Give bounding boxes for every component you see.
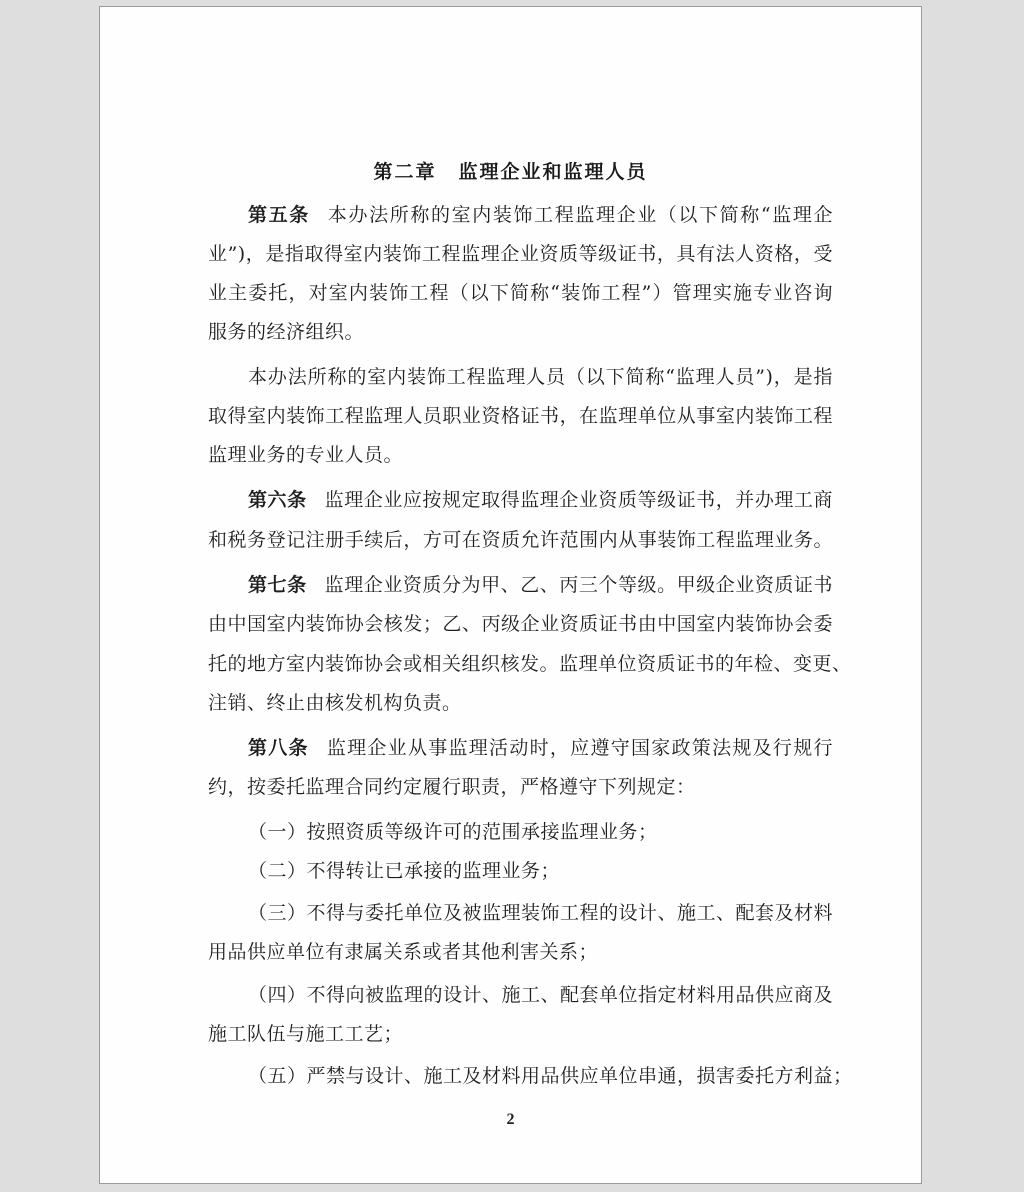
paragraph-line: 业主委托，对室内装饰工程（以下简称“装饰工程”）管理实施专业咨询 bbox=[208, 282, 833, 304]
paragraph-line: 取得室内装饰工程监理人员职业资格证书，在监理单位从事室内装饰工程 bbox=[208, 405, 833, 427]
list-item: （一）按照资质等级许可的范围承接监理业务； bbox=[248, 821, 658, 843]
paragraph-line: 注销、终止由核发机构负责。 bbox=[208, 692, 462, 714]
paragraph-line: 托的地方室内装饰协会或相关组织核发。监理单位资质证书的年检、变更、 bbox=[208, 653, 852, 675]
chapter-title bbox=[100, 157, 921, 184]
paragraph-line: 用品供应单位有隶属关系或者其他利害关系； bbox=[208, 941, 599, 963]
paragraph-line: 第五条 本办法所称的室内装饰工程监理企业（以下简称“监理企 bbox=[248, 204, 833, 226]
article-heading: 第八条 bbox=[248, 737, 309, 759]
paragraph-line: 施工队伍与施工工艺； bbox=[208, 1023, 404, 1045]
paragraph-line: 监理业务的专业人员。 bbox=[208, 444, 404, 466]
paragraph-line: 本办法所称的室内装饰工程监理人员（以下简称“监理人员”)，是指 bbox=[248, 366, 833, 388]
paragraph-line: 第七条 监理企业资质分为甲、乙、丙三个等级。甲级企业资质证书 bbox=[248, 574, 833, 596]
paragraph-line: 第八条 监理企业从事监理活动时，应遵守国家政策法规及行规行 bbox=[248, 737, 833, 759]
paragraph-line: 和税务登记注册手续后，方可在资质允许范围内从事装饰工程监理业务。 bbox=[208, 529, 833, 551]
list-item: （三）不得与委托单位及被监理装饰工程的设计、施工、配套及材料 bbox=[248, 902, 834, 924]
article-heading: 第七条 bbox=[248, 574, 307, 596]
chapter-name: 监理企业和监理人员 bbox=[458, 161, 648, 183]
paragraph-line: 服务的经济组织。 bbox=[208, 321, 365, 343]
list-item: （五）严禁与设计、施工及材料用品供应单位串通，损害委托方利益； bbox=[248, 1065, 853, 1087]
article-heading: 第五条 bbox=[248, 204, 310, 226]
page-number: 2 bbox=[506, 1111, 515, 1128]
paragraph-line: 由中国室内装饰协会核发；乙、丙级企业资质证书由中国室内装饰协会委 bbox=[208, 613, 833, 635]
paragraph-line: 业”)，是指取得室内装饰工程监理企业资质等级证书，具有法人资格，受 bbox=[208, 243, 833, 265]
list-item: （四）不得向被监理的设计、施工、配套单位指定材料用品供应商及 bbox=[248, 984, 834, 1006]
paragraph-line: 约，按委托监理合同约定履行职责，严格遵守下列规定： bbox=[208, 776, 696, 798]
list-item: （二）不得转让已承接的监理业务； bbox=[248, 860, 561, 882]
chapter-number: 第二章 bbox=[373, 161, 437, 183]
article-heading: 第六条 bbox=[248, 489, 307, 511]
document-page bbox=[99, 6, 922, 1184]
paragraph-line: 第六条 监理企业应按规定取得监理企业资质等级证书，并办理工商 bbox=[248, 489, 833, 511]
